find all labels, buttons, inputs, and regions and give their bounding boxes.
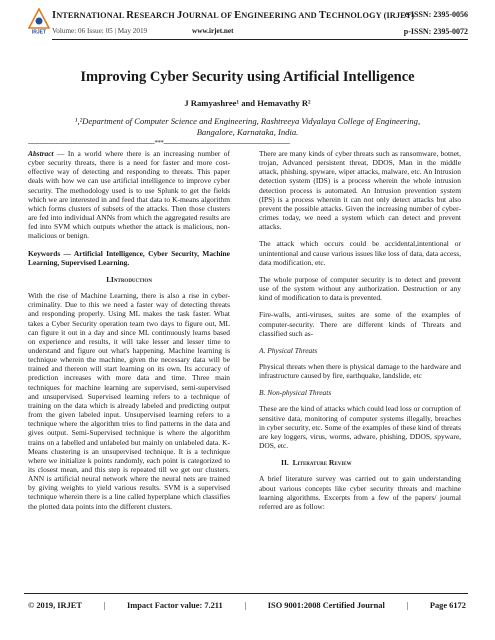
e-issn: e-ISSN: 2395-0056 [404,10,468,19]
paragraph-literature-review: A brief literature survey was carried out to gain understanding about various concepts like cyber security threats and machine learning algorithms. Excerpts from a few of the papers/ journal referred are as follow: [259,474,461,511]
abstract-text: — In a world where there is an increasing number of cyber security threats, there is a need for faster and more cost-effective way of detecting and responding to threats. This paper deals with how we can use artificial intelligence to improve cyber security. The methodology used is to use Splunk to get the fields which we are interested in and feed that data to K-means algorithm which forms clusters of subsets of the attacks. Then those clusters are fed into individual ANNs from which the aggregated results are fed into SVM which outputs whether the attack is malicious, non-malicious or benign. [28,149,230,241]
right-column [259,149,461,519]
footer-page-number: Page 6172 [429,601,466,610]
keywords: Keywords — Artificial Intelligence, Cyber Security, Machine Learning, Supervised Learning. [28,248,230,267]
paragraph-security-examples: Fire-walls, anti-viruses, suites are some of the examples of computer-security. There are different kinds of Threats and classified such as- [259,310,461,338]
paragraph-cyber-threats: There are many kinds of cyber threats such as ransomware, botnet, trojan, Advanced persistent threat, DDOS, Man in the middle attack, phishing, spyware, wiper attacks, malware, etc. An Intrusion detection system (IDS) is a process wherein the whole intrusion detection process is automated. An Intrusion prevention system (IPS) is a process wherein it can not only detect attacks but also prevent the possible attacks. Given the increasing number of cyber-crimes today, we need a system which can detect and prevent attacks. [259,149,461,232]
paragraph-attack-types: The attack which occurs could be accidental,intentional or unintentional and cause various issues like loss of data, data access, data modification, etc. [259,239,461,267]
abstract-label: Abstract [28,149,54,158]
footer-copyright: © 2019, IRJET [28,601,82,610]
paragraph-physical-threats: Physical threats when there is physical damage to the hardware and infrastructure caused by fire, earthquake, landslide, etc [259,361,461,381]
header-rule [52,39,468,40]
journal-website: www.irjet.net [192,27,234,35]
page-footer [28,601,466,610]
footer-iso: ISO 9001:2008 Certified Journal [267,601,385,610]
section-separator: ---------------------------------------------------------------------***--------------------------------------------------------------------- [28,139,290,147]
volume-issue: Volume: 06 Issue: 05 | May 2019 [52,27,148,35]
paper-title: Improving Cyber Security using Artificial Intelligence [80,69,415,85]
footer-rule [24,593,468,594]
author-affiliation: ¹,²Department of Computer Science and Engineering, Rashtreeya Vidyalaya College of Engineering, Bangalore, Karnataka, India. [74,116,421,137]
introduction-text: With the rise of Machine Learning, there is also a rise in cyber-criminality. Due to this we need a faster way of detecting threats and responding properly. Using ML makes the task faster. What takes a Cyber Security operation team two days to figure out, ML can figure it out in a day and since ML continuously learns based on experience and results, it will take lesser and lesser time to understand and figure out what's happening. Machine learning is technique wherein the machine, given the necessary data will be trained and thereon will start learning on its own. Its accuracy of prediction increases with more data and time. Three main techniques for machine learning are supervised, semi-supervised and unsupervised. Supervised learning refers to a technique of training on the data which is already labeled and predicting output from the given labeled input. Unsupervised learning refers to a technique where the algorithm tries to find patterns in the data and gives output. Semi-Supervised technique is where the algorithm trains on a labelled and unlabeled but mainly on unlabeled data. K- Means clustering is an unsupervised technique. It is a technique where we initialize k points randomly, each point is categorized to its closest mean, and this step is repeated till we get our clusters. ANN is artificial neural network where the neural nets are trained by giving weights to yield various results. SVM is a supervised technique wherein there is a line called hyperplane which classifies the plotted data points into the different clusters. [28,291,230,511]
paper-authors: J Ramyashree¹ and Hemavathy R² [184,98,311,108]
section-heading-introduction: I.Introduction [106,274,152,284]
footer-separator: | [103,601,106,610]
left-column [28,149,230,519]
paragraph-non-physical-threats: These are the kind of attacks which could lead loss or corruption of sensitive data, monitoring of computer systems illegally, breaches in cyber security, etc. Some of the examples of these kind of threats are key loggers, virus, worms, adware, phishing, DDOS, spyware, DOS, etc. [259,404,461,451]
irjet-logo [28,8,50,34]
paragraph-security-purpose: The whole purpose of computer security is to detect and prevent use of the system without any authorization. Destruction or any kind of modification to data is prevented. [259,274,461,303]
footer-separator: | [406,601,409,610]
footer-impact-factor: Impact Factor value: 7.211 [127,601,223,610]
svg-text:IRJET: IRJET [31,29,47,34]
section-heading-literature-review: II. Literature Review [281,458,352,468]
p-issn: p-ISSN: 2395-0072 [403,27,468,36]
abstract [28,149,230,241]
journal-name: INTERNATIONAL RESEARCH JOURNAL OF ENGINEERING AND TECHNOLOGY (IRJET) [52,10,415,21]
subsection-physical-threats: A. Physical Threats [259,345,318,355]
journal-header [28,4,468,60]
footer-separator: | [244,601,247,610]
subsection-non-physical-threats: B. Non-physical Threats [259,388,332,398]
